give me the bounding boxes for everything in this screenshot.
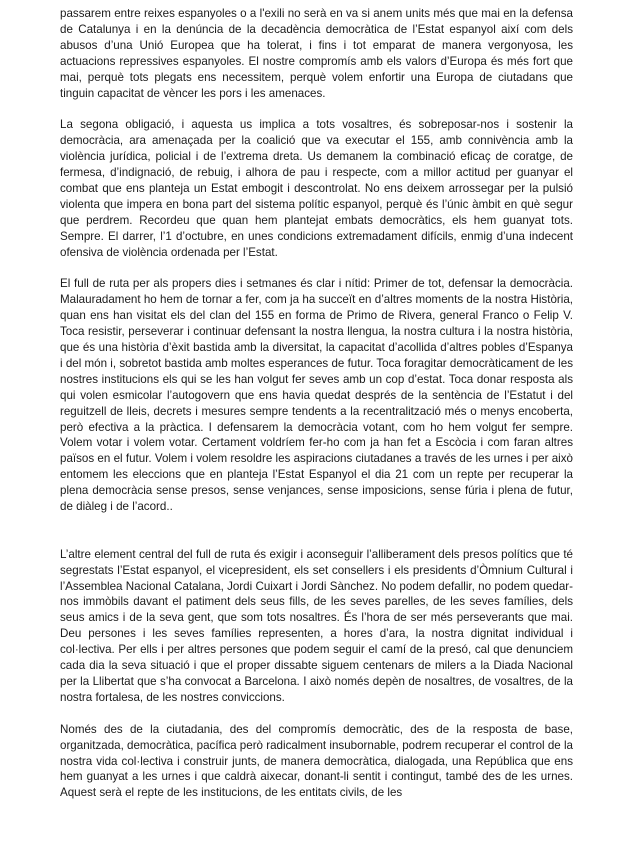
document-page <box>60 6 573 817</box>
paragraph-3: El full de ruta per als propers dies i setmanes és clar i nítid: Primer de tot, defensar la democràcia. Malauradament ho hem de tornar a fer, com ja ha succeït en d’altres moments de la nostra Història, quan ens han visitat els del clan del 155 en forma de Primo de Rivera, general Franco o Felip V. Toca resistir, perseverar i continuar defensant la nostra llengua, la nostra cultura i la nostra història, que és una història d’èxit bastida amb la diversitat, la capacitat d’acollida d’altres pobles d’Espanya i del món i, sobretot bastida amb moltes esperances de futur. Toca foragitar democràticament de les nostres institucions els qui se les han volgut fer seves amb un cop d’estat. Toca donar resposta als qui volen esmicolar l’autogovern que ens havia quedat després de la sentència de l’Estatut i del reguitzell de lleis, decrets i mesures sempre tendents a la recentralització més o menys encoberta, però efectiva a la pràctica. I defensarem la democràcia votant, com ho hem volgut fer sempre. Volem votar i volem votar. Certament voldríem fer-ho com ja han fet a Escòcia i com faran altres països en el futur. Volem i volem resoldre les aspiracions ciutadanes a través de les urnes i per això entomem les eleccions que en planteja l’Estat Espanyol el dia 21 com un repte per recuperar la plena democràcia sense presos, sense venjances, sense imposicions, sense fúria i plena de futur, de diàleg i de l’acord.. <box>60 277 573 514</box>
paragraph-5: Només des de la ciutadania, des del compromís democràtic, des de la resposta de base, organitzada, democràtica, pacífica però radicalment insubornable, podrem recuperar el control de la nostra vida col·lectiva i construir junts, de manera democràtica, dialogada, una República que ens hem guanyat a les urnes i que caldrà aixecar, donant-li sentit i contingut, també des de les urnes. Aquest serà el repte de les institucions, de les entitats civils, de les <box>60 722 573 800</box>
paragraph-1: passarem entre reixes espanyoles o a l'exili no serà en va si anem units més que mai en la defensa de Catalunya i en la denúncia de la decadència democràtica de l’Estat espanyol així com dels abusos d’una Unió Europea que ha tolerat, i fins i tot emparat de manera vergonyosa, les actuacions repressives espanyoles. El nostre compromís amb els valors d’Europa és més fort que mai, perquè tots plegats ens necessitem, perquè volem enfortir una Europa de ciutadans que tinguin capacitat de vèncer les pors i les amenaces. <box>60 7 573 100</box>
paragraph-4: L’altre element central del full de ruta és exigir i aconseguir l’alliberament dels presos polítics que té segrestats l’Estat espanyol, el vicepresident, els set consellers i els presidents d’Òmnium Cultural i l’Assemblea Nacional Catalana, Jordi Cuixart i Jordi Sànchez. No podem defallir, no podem quedar-nos immòbils davant el patiment dels seus fills, de les seves parelles, de les seves famílies, dels seus amics i de la seva gent, que som tots nosaltres. És l’hora de ser més perseverants que mai. Deu persones i les seves famílies representen, a hores d’ara, la nostra dignitat individual i col·lectiva. Per ells i per altres persones que podem seguir el camí de la presó, cal que denunciem cada dia la seva situació i que el proper dissabte siguem centenars de milers a la Diada Nacional per la Llibertat que s’ha convocat a Barcelona. I això només depèn de nosaltres, de vosaltres, de la nostra fortalesa, de les nostres conviccions. <box>60 547 573 704</box>
paragraph-2: La segona obligació, i aquesta us implica a tots vosaltres, és sobreposar-nos i sostenir la democràcia, ara amenaçada per la coalició que va executar el 155, amb connivència amb la violència jurídica, policial i de l’extrema dreta. Us demanem la combinació eficaç de coratge, de fermesa, d’indignació, de rebuig, i alhora de pau i respecte, com a millor actitud per guanyar el combat que ens planteja un Estat embogit i descontrolat. No ens deixem arrossegar per la pulsió violenta que impera en bona part del sistema polític espanyol, perquè és l’únic àmbit en què segur que perdrem. Recordeu que quan hem plantejat embats democràtics, els hem guanyat tots. Sempre. El darrer, l’1 d’octubre, en unes condicions extremadament difícils, enmig d’una indecent ofensiva de violència ordenada per l’Estat. <box>60 118 573 259</box>
